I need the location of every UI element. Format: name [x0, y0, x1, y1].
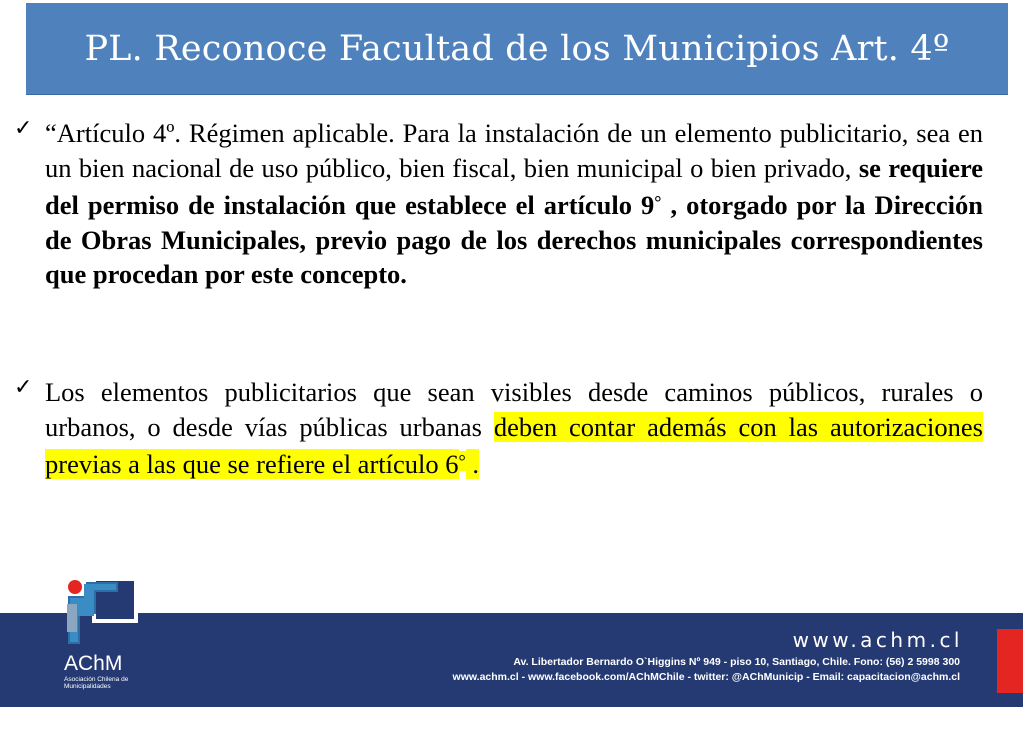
degree-mark: °	[458, 451, 466, 471]
contacts-line: www.achm.cl - www.facebook.com/AChMChile - twitter: @AChMunicip - Email: capacitacion@achm.cl	[452, 671, 960, 683]
bullet-text-regular: “Artículo 4º. Régimen aplicable. Para la instalación de un elemento publicitario, sea en un bien nacional de uso público, bien fiscal, bien municipal o bien privado,	[45, 118, 983, 183]
bullet-text-regular: Los elementos publicitarios que sean visibles desde caminos públicos, rurales o urbanos, o desde vías públicas urbanas	[45, 377, 983, 442]
highlighted-text: deben contar además con las autorizaciones previas a las que se refiere el artículo 6	[45, 411, 983, 479]
bullet-text	[45, 116, 983, 292]
checkmark-icon: ✓	[14, 375, 33, 400]
bullet-text-bold-continued: , otorgado por la Dirección de Obras Municipales, previo pago de los derechos municipales correspondientes que procedan por este concepto.	[45, 190, 983, 289]
title-bar	[26, 3, 1008, 95]
logo-subtitle: Asociación Chilena de Municipalidades	[64, 676, 129, 690]
bullet-article-4	[14, 116, 984, 292]
bullet-visible-elements	[14, 375, 984, 482]
logo-name: AChM	[64, 652, 123, 675]
logo-mark-icon	[58, 574, 148, 654]
bullet-text	[45, 375, 983, 482]
address-line: Av. Libertador Bernardo O`Higgins Nº 949 - piso 10, Santiago, Chile. Fono: (56) 2 5998 300	[513, 656, 960, 668]
website-label[interactable]: www.achm.cl	[792, 628, 963, 652]
slide-title: PL. Reconoce Facultad de los Municipios Art. 4º	[84, 28, 950, 69]
checkmark-icon: ✓	[14, 116, 33, 141]
degree-mark: °	[654, 192, 662, 212]
highlighted-text-tail: .	[465, 449, 479, 479]
footer-red-accent	[997, 629, 1023, 693]
bullet-text-bold: se requiere del permiso de instalación que establece el artículo 9	[45, 152, 984, 220]
